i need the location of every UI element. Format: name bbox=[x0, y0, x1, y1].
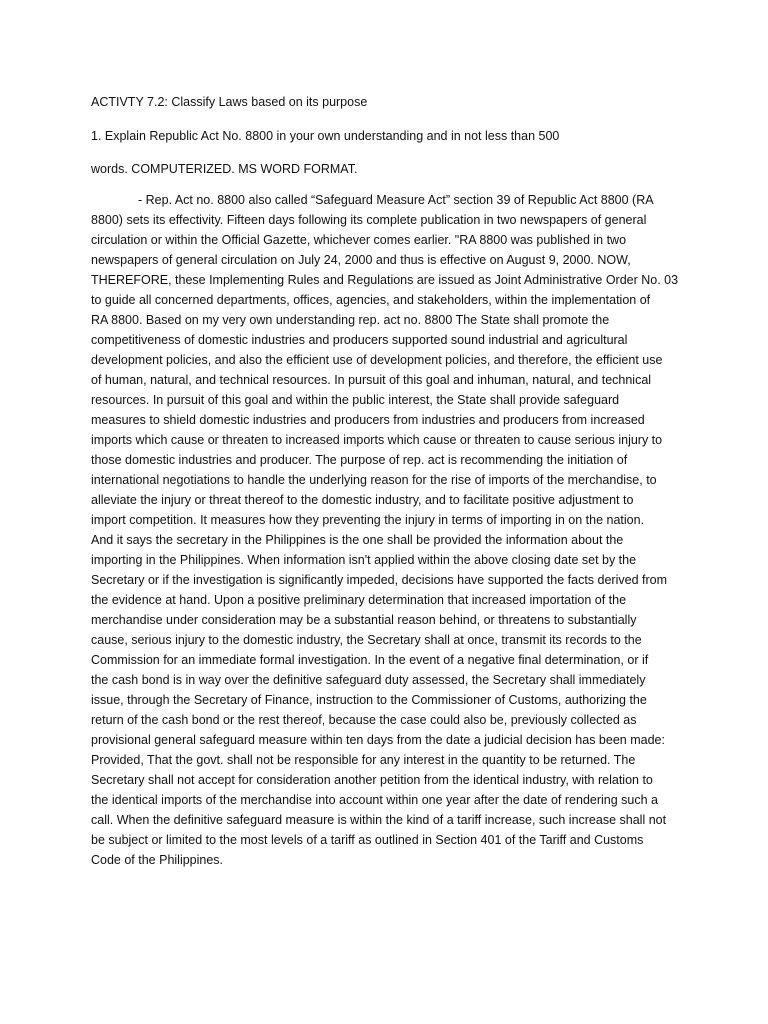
body-line: import competition. It measures how they preventing the injury in terms of importing in on the nation. bbox=[91, 513, 645, 527]
body-line: those domestic industries and producer. The purpose of rep. act is recommending the initiation of bbox=[91, 453, 628, 467]
body-line: international negotiations to handle the underlying reason for the rise of imports of the merchandise, to bbox=[91, 473, 657, 487]
body-line: development policies, and also the efficient use of development policies, and therefore, the efficient use bbox=[91, 353, 663, 367]
body-line: of human, natural, and technical resources. In pursuit of this goal and inhuman, natural, and technical bbox=[91, 373, 652, 387]
body-line: cause, serious injury to the domestic industry, the Secretary shall at once, transmit its records to the bbox=[91, 633, 642, 647]
body-line: measures to shield domestic industries and producers from industries and producers from increased bbox=[91, 413, 645, 427]
body-line: return of the cash bond or the rest thereof, because the case could also be, previously collected as bbox=[91, 713, 637, 727]
body-line: - Rep. Act no. 8800 also called “Safeguard Measure Act” section 39 of Republic Act 8800 (RA bbox=[138, 193, 654, 207]
body-line: newspapers of general circulation on July 24, 2000 and thus is effective on August 9, 2000. NOW, bbox=[91, 253, 631, 267]
activity-heading: ACTIVTY 7.2: Classify Laws based on its purpose bbox=[91, 95, 368, 109]
body-line: circulation or within the Official Gazette, whichever comes earlier. "RA 8800 was published in two bbox=[91, 233, 627, 247]
answer-body bbox=[91, 190, 681, 870]
body-line: issue, through the Secretary of Finance, instruction to the Commissioner of Customs, authorizing the bbox=[91, 693, 647, 707]
body-line: the evidence at hand. Upon a positive preliminary determination that increased importation of the bbox=[91, 593, 627, 607]
question-text-line-2: words. COMPUTERIZED. MS WORD FORMAT. bbox=[91, 162, 358, 176]
body-line: And it says the secretary in the Philippines is the one shall be provided the information about the bbox=[91, 533, 624, 547]
body-line: 8800) sets its effectivity. Fifteen days following its complete publication in two newspapers of general bbox=[91, 213, 647, 227]
body-line: the identical imports of the merchandise into account within one year after the date of rendering such a bbox=[91, 793, 658, 807]
body-line: competitiveness of domestic industries and producers supported sound industrial and agricultural bbox=[91, 333, 628, 347]
body-line: be subject or limited to the most levels of a tariff as outlined in Section 401 of the Tariff and Customs bbox=[91, 833, 644, 847]
body-line: merchandise under consideration may be a substantial reason behind, or threatens to substantially bbox=[91, 613, 637, 627]
body-line: Secretary shall not accept for consideration another petition from the identical industry, with relation to bbox=[91, 773, 653, 787]
body-line: call. When the definitive safeguard measure is within the kind of a tariff increase, such increase shall not bbox=[91, 813, 667, 827]
body-line: alleviate the injury or threat thereof to the domestic industry, and to facilitate positive adjustment to bbox=[91, 493, 634, 507]
body-line: imports which cause or threaten to increased imports which cause or threaten to cause serious injury to bbox=[91, 433, 663, 447]
question-text-line-1: 1. Explain Republic Act No. 8800 in your own understanding and in not less than 500 bbox=[91, 129, 560, 143]
body-line: THEREFORE, these Implementing Rules and Regulations are issued as Joint Administrative Order No. 03 bbox=[91, 273, 679, 287]
body-line: to guide all concerned departments, offices, agencies, and stakeholders, within the implementation of bbox=[91, 293, 651, 307]
body-line: Code of the Philippines. bbox=[91, 853, 224, 867]
body-line: Secretary or if the investigation is significantly impeded, decisions have supported the facts derived from bbox=[91, 573, 667, 587]
body-line: Provided, That the govt. shall not be responsible for any interest in the quantity to be returned. The bbox=[91, 753, 636, 767]
body-line: the cash bond is in way over the definitive safeguard duty assessed, the Secretary shall immediately bbox=[91, 673, 646, 687]
body-line: importing in the Philippines. When information isn't applied within the above closing date set by the bbox=[91, 553, 637, 567]
body-line: resources. In pursuit of this goal and within the public interest, the State shall provide safeguard bbox=[91, 393, 620, 407]
body-line: provisional general safeguard measure within ten days from the date a judicial decision has been made: bbox=[91, 733, 665, 747]
body-line: RA 8800. Based on my very own understanding rep. act no. 8800 The State shall promote the bbox=[91, 313, 610, 327]
body-line: Commission for an immediate formal investigation. In the event of a negative final determination, or if bbox=[91, 653, 649, 667]
